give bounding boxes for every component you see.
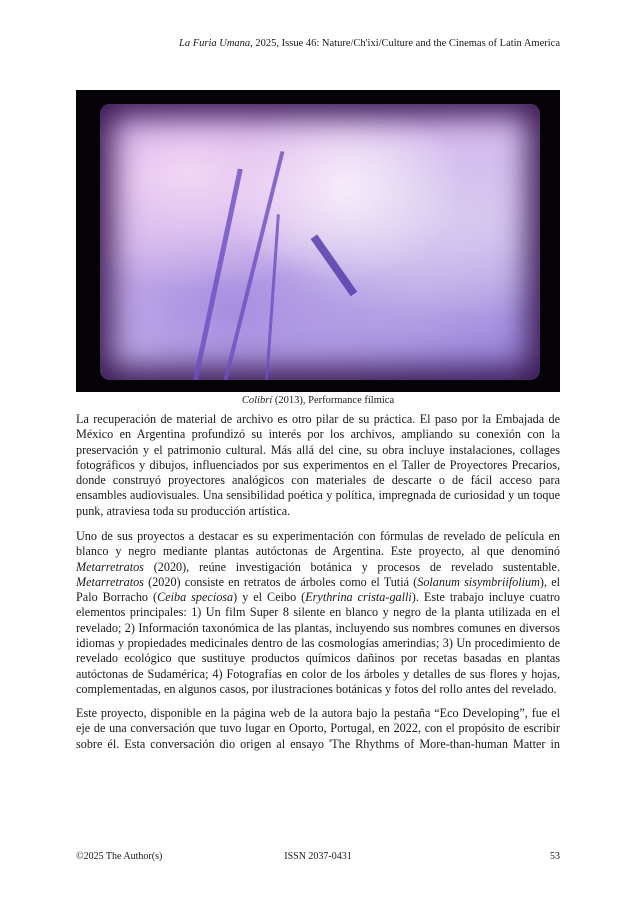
paragraph-2 (76, 529, 560, 697)
species-name: Ceiba speciosa (157, 590, 234, 605)
paragraph-1: La recuperación de material de archivo es otro pilar de su práctica. El paso por la Embajada de México en Argentina profundizó su interés por los archivos, ampliando su conexión con la preservación y el patrimonio cultural. Más allá del cine, su obra incluye instalaciones, collages fotográficos y dibujos, influenciados por sus experimentos en el Taller de Proyectores Precarios, donde construyó proyectores analógicos con materiales de descarte o de fácil acceso para ensambles audiovisuales. Una sensibilidad poética y política, impregnada de curiosidad y un toque punk, atraviesa toda su producción artística. (76, 412, 560, 518)
text: ) y el Ceibo ( (233, 590, 306, 605)
caption-text: (2013), Performance fílmica (272, 395, 395, 406)
footer-issn: ISSN 2037-0431 (284, 851, 352, 862)
species-name: Solanum sisymbriifolium (417, 574, 540, 589)
text: ), el Palo Borracho ( (76, 574, 561, 605)
journal-title: La Furia Umana (178, 38, 251, 49)
issue-info: , 2025, Issue 46: Nature/Ch'ixi/Culture and the Cinemas of Latin America (250, 38, 560, 49)
film-still-figure (76, 90, 560, 392)
species-name: Erythrina crista-galli (305, 590, 412, 605)
text: Uno de sus proyectos a destacar es su experimentación con fórmulas de revelado de película en blanco y negro mediante plantas autóctonas de Argentina. Este proyecto, al que denominó (76, 529, 560, 559)
footer-copyright: ©2025 The Author(s) (76, 851, 163, 862)
film-still-image (100, 104, 540, 380)
text: (2020), reúne investigación botánica y procesos de revelado sustentable. (143, 559, 560, 574)
italic-title: Metarretratos (76, 574, 144, 589)
italic-title: Metarretratos (76, 559, 144, 574)
caption-title: Colibrí (241, 395, 273, 406)
text: (2020) consiste en retratos de árboles como el Tutiá ( (143, 574, 418, 589)
figure-caption (0, 395, 636, 406)
text: ). Este trabajo incluye cuatro elementos principales: 1) Un film Super 8 silente en blanco y negro de la planta utilizada en el revelado; 2) Información taxonómica de las plantas, incluyendo sus nombres comunes en diversos idiomas y propiedades medicinales dentro de las cosmologías amerindias; 3) Un procedimiento de revelado ecológico que sustituye productos químicos dañinos por recetas basadas en plantas autóctonas de Sudamérica; 4) Fotografías en color de los árboles y detalles de sus flores y hojas, complementadas, en algunos casos, por ilustraciones botánicas y fotos del rollo antes del revelado. (76, 590, 561, 696)
running-header (179, 38, 560, 49)
paragraph-3: Este proyecto, disponible en la página web de la autora bajo la pestaña “Eco Developing”, fue el eje de una conversación que tuvo lugar en Oporto, Portugal, en 2022, con el propósito de escribir sobre él. Esta conversación dio origen al ensayo 'The Rhythms of More-than-human Matter in (76, 706, 560, 751)
page-number: 53 (550, 851, 560, 862)
